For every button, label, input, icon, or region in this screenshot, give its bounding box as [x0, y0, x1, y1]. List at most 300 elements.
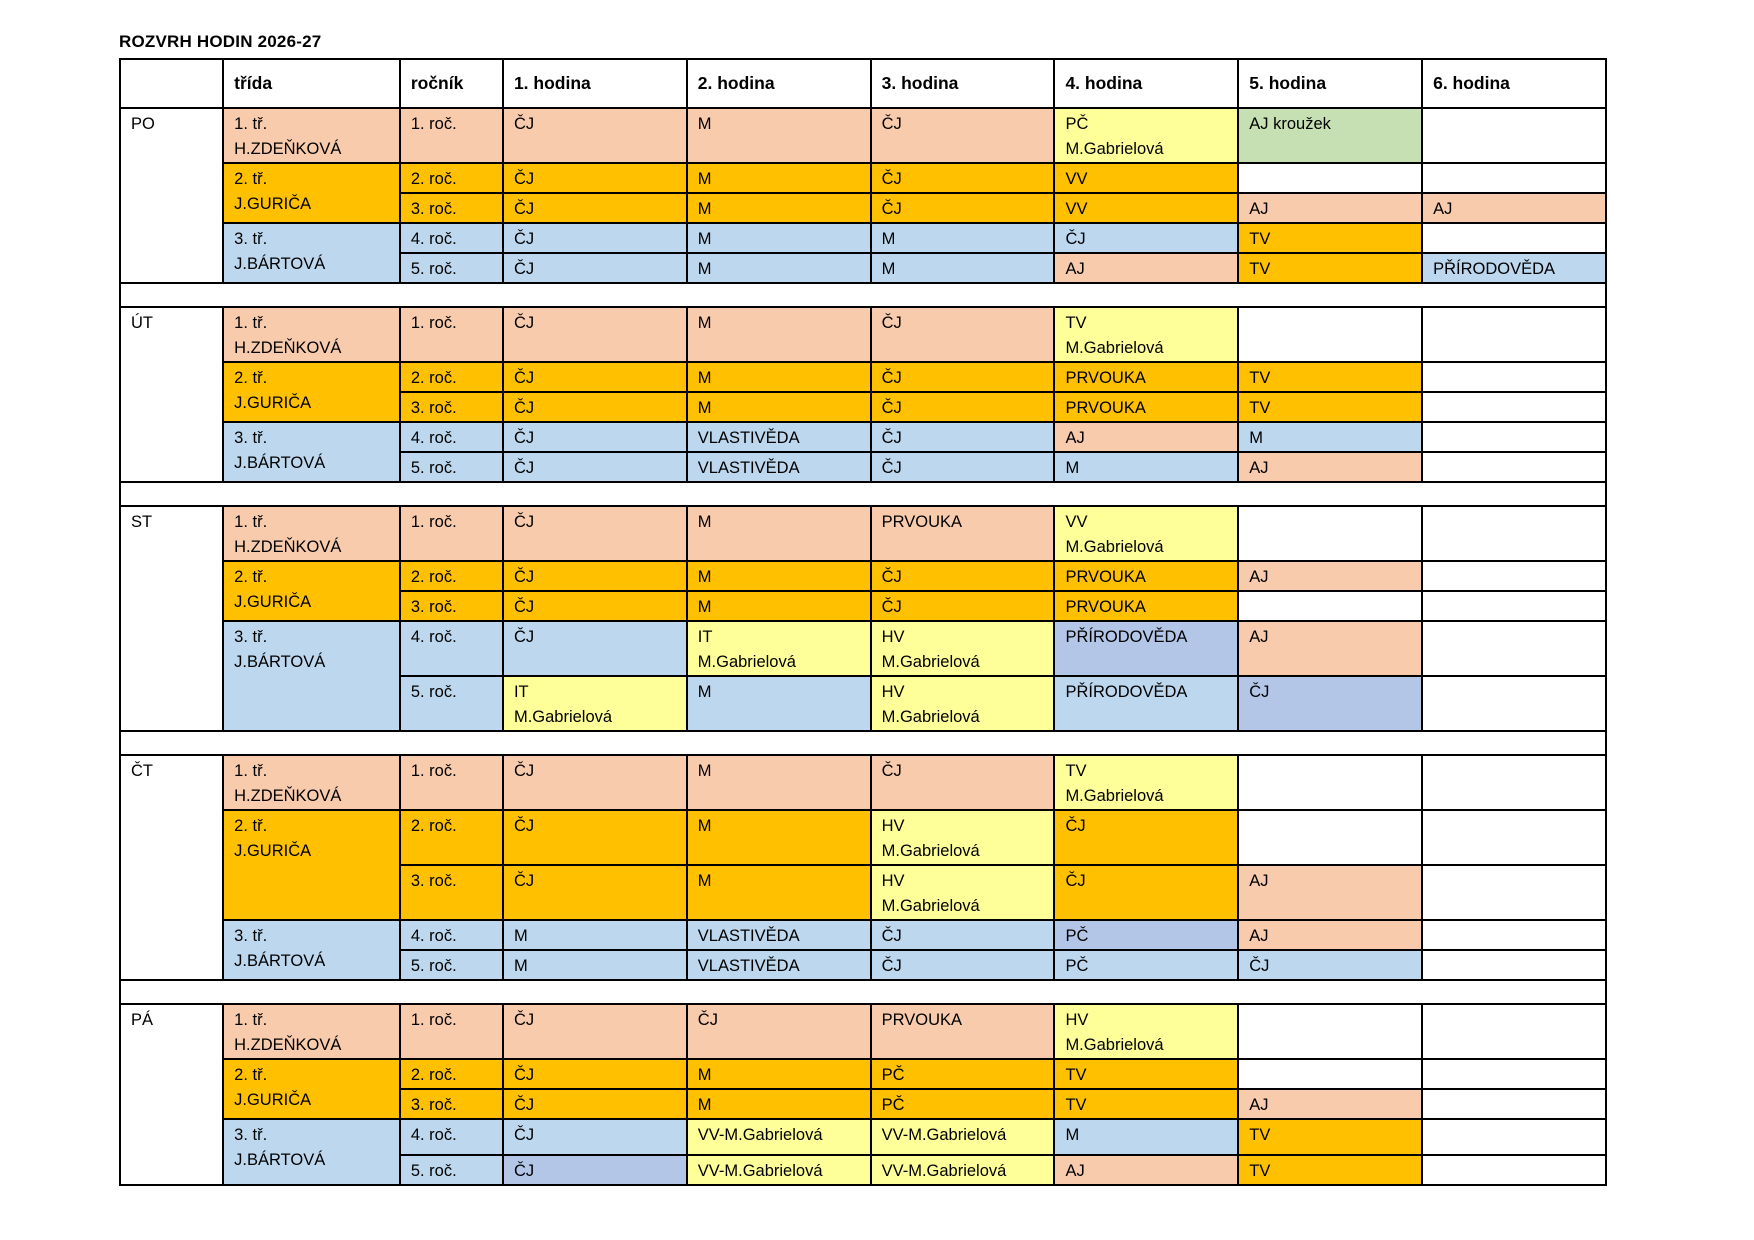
lesson-subject: TV: [1249, 1126, 1271, 1144]
lesson-subject: AJ: [1249, 872, 1269, 890]
lesson-subject: IT: [697, 628, 713, 646]
table-row: [120, 506, 1606, 561]
lesson-cell: [1238, 422, 1422, 452]
lesson-teacher: M.Gabrielová: [1065, 140, 1164, 158]
year-cell: 3. roč.: [400, 1089, 503, 1119]
header-period-2: 2. hodina: [687, 59, 871, 108]
lesson-subject: VV-M.Gabrielová: [881, 1162, 1007, 1180]
year-cell: 4. roč.: [400, 920, 503, 950]
lesson-cell: [503, 362, 687, 392]
lesson-subject: ČJ: [513, 762, 535, 780]
lesson-subject: ČJ: [881, 927, 902, 945]
lesson-subject: M: [697, 314, 712, 332]
class-number: 2. tř.: [234, 817, 268, 835]
lesson-subject: ČJ: [881, 957, 902, 975]
day-separator-cell: [120, 482, 1606, 506]
class-teacher: J.GURIČA: [234, 1091, 312, 1109]
lesson-subject: PRVOUKA: [1065, 399, 1146, 417]
lesson-cell: [503, 950, 687, 980]
lesson-cell: [871, 920, 1055, 950]
lesson-cell: [503, 223, 687, 253]
class-cell: [223, 561, 400, 621]
lesson-cell: [1238, 108, 1422, 163]
class-number: 2. tř.: [234, 170, 268, 188]
class-number: 2. tř.: [234, 568, 268, 586]
class-number: 1. tř.: [234, 1011, 268, 1029]
lesson-subject: M: [697, 1066, 712, 1084]
lesson-teacher: M.Gabrielová: [881, 842, 980, 860]
year-cell: 4. roč.: [400, 1119, 503, 1155]
lesson-subject: TV: [1249, 1162, 1271, 1180]
lesson-subject: AJ: [1249, 1096, 1269, 1114]
lesson-subject: PČ: [881, 1096, 905, 1114]
lesson-subject: ČJ: [513, 170, 535, 188]
lesson-subject: AJ: [1065, 429, 1085, 447]
lesson-cell: [687, 392, 871, 422]
class-teacher: J.BÁRTOVÁ: [234, 653, 326, 671]
day-label: ÚT: [120, 307, 223, 482]
lesson-cell: [1238, 307, 1422, 362]
lesson-cell: [687, 810, 871, 865]
lesson-cell: [1238, 621, 1422, 676]
lesson-teacher: M.Gabrielová: [1065, 787, 1164, 805]
class-teacher: J.GURIČA: [234, 593, 312, 611]
lesson-subject: M: [697, 568, 712, 586]
lesson-cell: [871, 865, 1055, 920]
lesson-cell: [871, 591, 1055, 621]
lesson-cell: [871, 1119, 1055, 1155]
lesson-cell: [1054, 193, 1238, 223]
lesson-cell: [1238, 193, 1422, 223]
timetable-body: [120, 108, 1606, 1185]
lesson-cell: [1238, 1155, 1422, 1185]
header-class: třída: [223, 59, 400, 108]
lesson-subject: ČJ: [881, 170, 902, 188]
table-row: [120, 307, 1606, 362]
table-row: [120, 163, 1606, 193]
lesson-subject: M: [697, 1096, 712, 1114]
lesson-cell: [503, 452, 687, 482]
year-cell: 4. roč.: [400, 621, 503, 676]
lesson-cell: [1238, 950, 1422, 980]
year-cell: 4. roč.: [400, 223, 503, 253]
lesson-subject: ČJ: [513, 260, 535, 278]
lesson-subject: VV-M.Gabrielová: [881, 1126, 1007, 1144]
lesson-cell: [1422, 1004, 1606, 1059]
lesson-cell: [1422, 422, 1606, 452]
header-period-3: 3. hodina: [871, 59, 1055, 108]
lesson-subject: ČJ: [513, 429, 535, 447]
lesson-subject: ČJ: [513, 1162, 535, 1180]
header-period-4: 4. hodina: [1054, 59, 1238, 108]
lesson-subject: M: [697, 762, 712, 780]
class-cell: [223, 1059, 400, 1119]
lesson-subject: ČJ: [513, 872, 535, 890]
lesson-subject: PŘÍRODOVĚDA: [1065, 628, 1188, 646]
lesson-cell: [1422, 920, 1606, 950]
lesson-cell: [1054, 307, 1238, 362]
year-cell: 5. roč.: [400, 452, 503, 482]
class-cell: [223, 362, 400, 422]
lesson-subject: ČJ: [513, 1126, 535, 1144]
lesson-subject: ČJ: [513, 598, 535, 616]
lesson-subject: M: [697, 513, 712, 531]
lesson-cell: [503, 676, 687, 731]
lesson-cell: [503, 865, 687, 920]
day-separator: [120, 482, 1606, 506]
table-row: [120, 362, 1606, 392]
lesson-cell: [1422, 163, 1606, 193]
lesson-subject: ČJ: [513, 399, 535, 417]
lesson-cell: [687, 223, 871, 253]
lesson-subject: PRVOUKA: [1065, 568, 1146, 586]
lesson-cell: [871, 163, 1055, 193]
lesson-cell: [871, 950, 1055, 980]
lesson-subject: AJ: [1249, 927, 1269, 945]
year-cell: 5. roč.: [400, 676, 503, 731]
lesson-cell: [1422, 621, 1606, 676]
lesson-cell: [503, 193, 687, 223]
lesson-cell: [1054, 223, 1238, 253]
lesson-cell: [871, 307, 1055, 362]
year-cell: 2. roč.: [400, 810, 503, 865]
lesson-cell: [503, 422, 687, 452]
class-teacher: H.ZDEŇKOVÁ: [234, 787, 342, 805]
lesson-cell: [1054, 1059, 1238, 1089]
lesson-teacher: M.Gabrielová: [881, 708, 980, 726]
lesson-subject: ČJ: [881, 568, 902, 586]
lesson-subject: M: [1065, 459, 1080, 477]
lesson-subject: AJ: [1065, 1162, 1085, 1180]
table-row: [120, 920, 1606, 950]
lesson-subject: ČJ: [513, 200, 535, 218]
lesson-subject: PČ: [1065, 927, 1089, 945]
lesson-cell: [1054, 920, 1238, 950]
lesson-subject: IT: [513, 683, 529, 701]
lesson-cell: [1422, 223, 1606, 253]
lesson-cell: [503, 621, 687, 676]
lesson-cell: [503, 561, 687, 591]
lesson-cell: [687, 676, 871, 731]
lesson-subject: ČJ: [513, 459, 535, 477]
lesson-cell: [1238, 253, 1422, 283]
class-teacher: H.ZDEŇKOVÁ: [234, 538, 342, 556]
lesson-subject: ČJ: [881, 762, 902, 780]
lesson-cell: [1054, 253, 1238, 283]
lesson-cell: [1422, 1155, 1606, 1185]
lesson-cell: [503, 253, 687, 283]
lesson-cell: [871, 392, 1055, 422]
lesson-cell: [503, 920, 687, 950]
lesson-cell: [871, 755, 1055, 810]
class-number: 1. tř.: [234, 115, 268, 133]
class-cell: [223, 1004, 400, 1059]
lesson-teacher: M.Gabrielová: [513, 708, 613, 726]
lesson-subject: ČJ: [513, 568, 535, 586]
lesson-cell: [871, 1089, 1055, 1119]
year-cell: 3. roč.: [400, 865, 503, 920]
lesson-cell: [687, 422, 871, 452]
lesson-subject: M: [697, 115, 712, 133]
lesson-cell: [687, 452, 871, 482]
document-title: ROZVRH HODIN 2026-27: [119, 32, 322, 51]
class-cell: [223, 223, 400, 283]
lesson-cell: [503, 1004, 687, 1059]
lesson-cell: [1422, 108, 1606, 163]
lesson-subject: M: [697, 230, 712, 248]
lesson-subject: ČJ: [1065, 817, 1086, 835]
lesson-teacher: M.Gabrielová: [881, 653, 980, 671]
lesson-cell: [1238, 163, 1422, 193]
lesson-cell: [1054, 591, 1238, 621]
lesson-teacher: M.Gabrielová: [1065, 1036, 1164, 1054]
lesson-subject: ČJ: [513, 230, 535, 248]
lesson-cell: [687, 755, 871, 810]
year-cell: 3. roč.: [400, 193, 503, 223]
lesson-subject: PČ: [1065, 115, 1089, 133]
lesson-cell: [687, 621, 871, 676]
lesson-subject: ČJ: [881, 598, 902, 616]
class-cell: [223, 1119, 400, 1185]
lesson-subject: HV: [881, 628, 905, 646]
lesson-cell: [687, 865, 871, 920]
year-cell: 5. roč.: [400, 1155, 503, 1185]
lesson-subject: M: [697, 683, 712, 701]
year-cell: 3. roč.: [400, 392, 503, 422]
lesson-subject: PRVOUKA: [881, 513, 962, 531]
table-row: [120, 223, 1606, 253]
lesson-cell: [1054, 422, 1238, 452]
lesson-cell: [687, 163, 871, 193]
lesson-cell: [1054, 1155, 1238, 1185]
timetable: [119, 58, 1607, 1186]
lesson-cell: [687, 591, 871, 621]
lesson-subject: ČJ: [1065, 230, 1086, 248]
lesson-subject: M: [1065, 1126, 1080, 1144]
lesson-cell: [687, 1155, 871, 1185]
lesson-subject: ČJ: [513, 115, 535, 133]
class-number: 1. tř.: [234, 513, 268, 531]
lesson-cell: [687, 307, 871, 362]
lesson-cell: [687, 362, 871, 392]
class-teacher: J.BÁRTOVÁ: [234, 255, 326, 273]
lesson-cell: [871, 108, 1055, 163]
lesson-cell: [687, 950, 871, 980]
class-teacher: H.ZDEŇKOVÁ: [234, 140, 342, 158]
day-label: ST: [120, 506, 223, 731]
lesson-subject: ČJ: [513, 314, 535, 332]
day-separator-cell: [120, 283, 1606, 307]
table-row: [120, 422, 1606, 452]
lesson-subject: ČJ: [1065, 872, 1086, 890]
lesson-subject: M: [697, 598, 712, 616]
year-cell: 2. roč.: [400, 362, 503, 392]
lesson-cell: [687, 561, 871, 591]
lesson-cell: [1054, 108, 1238, 163]
lesson-subject: VLASTIVĚDA: [697, 957, 800, 975]
lesson-cell: [1422, 865, 1606, 920]
lesson-subject: ČJ: [513, 369, 535, 387]
lesson-subject: ČJ: [881, 399, 902, 417]
lesson-cell: [503, 506, 687, 561]
day-label: PO: [120, 108, 223, 283]
lesson-cell: [1238, 1004, 1422, 1059]
lesson-cell: [1238, 591, 1422, 621]
lesson-subject: VV: [1065, 513, 1088, 531]
lesson-cell: [1238, 1059, 1422, 1089]
lesson-subject: VLASTIVĚDA: [697, 429, 800, 447]
day-separator: [120, 283, 1606, 307]
lesson-cell: [503, 392, 687, 422]
lesson-subject: ČJ: [881, 429, 902, 447]
lesson-subject: M: [881, 230, 896, 248]
lesson-teacher: M.Gabrielová: [1065, 538, 1164, 556]
lesson-cell: [1054, 1004, 1238, 1059]
lesson-cell: [1422, 561, 1606, 591]
lesson-cell: [687, 108, 871, 163]
lesson-cell: [1422, 810, 1606, 865]
table-row: [120, 108, 1606, 163]
lesson-cell: [1238, 755, 1422, 810]
year-cell: 1. roč.: [400, 108, 503, 163]
lesson-cell: [1422, 1059, 1606, 1089]
class-number: 3. tř.: [234, 628, 268, 646]
lesson-subject: TV: [1249, 399, 1271, 417]
class-number: 3. tř.: [234, 927, 268, 945]
lesson-cell: [871, 561, 1055, 591]
lesson-subject: ČJ: [1249, 683, 1270, 701]
lesson-cell: [1422, 307, 1606, 362]
lesson-cell: [1054, 621, 1238, 676]
class-teacher: J.BÁRTOVÁ: [234, 454, 326, 472]
lesson-cell: [503, 1089, 687, 1119]
lesson-cell: [871, 1004, 1055, 1059]
lesson-subject: M: [697, 872, 712, 890]
lesson-subject: ČJ: [881, 459, 902, 477]
lesson-cell: [1054, 561, 1238, 591]
lesson-teacher: M.Gabrielová: [1065, 339, 1164, 357]
header-period-6: 6. hodina: [1422, 59, 1606, 108]
lesson-cell: [871, 810, 1055, 865]
year-cell: 5. roč.: [400, 253, 503, 283]
class-cell: [223, 506, 400, 561]
lesson-cell: [1054, 1119, 1238, 1155]
lesson-subject: ČJ: [513, 1066, 535, 1084]
lesson-cell: [1054, 1089, 1238, 1119]
lesson-cell: [687, 1089, 871, 1119]
lesson-subject: ČJ: [881, 200, 902, 218]
lesson-subject: TV: [1065, 314, 1087, 332]
lesson-cell: [1238, 676, 1422, 731]
lesson-cell: [1422, 1089, 1606, 1119]
lesson-cell: [1422, 452, 1606, 482]
class-cell: [223, 621, 400, 731]
lesson-cell: [1054, 452, 1238, 482]
lesson-cell: [503, 755, 687, 810]
lesson-cell: [1238, 362, 1422, 392]
lesson-subject: M: [881, 260, 896, 278]
class-number: 1. tř.: [234, 762, 268, 780]
lesson-cell: [503, 591, 687, 621]
lesson-cell: [871, 223, 1055, 253]
lesson-subject: ČJ: [513, 628, 535, 646]
year-cell: 3. roč.: [400, 591, 503, 621]
lesson-cell: [1422, 506, 1606, 561]
lesson-cell: [1422, 755, 1606, 810]
lesson-cell: [1054, 810, 1238, 865]
class-number: 1. tř.: [234, 314, 268, 332]
header-row: [120, 59, 1606, 108]
year-cell: 4. roč.: [400, 422, 503, 452]
lesson-subject: PŘÍRODOVĚDA: [1433, 260, 1556, 278]
lesson-cell: [687, 920, 871, 950]
lesson-subject: HV: [881, 817, 905, 835]
lesson-subject: TV: [1065, 1096, 1087, 1114]
table-row: [120, 1119, 1606, 1155]
lesson-cell: [1054, 506, 1238, 561]
lesson-teacher: M.Gabrielová: [881, 897, 980, 915]
class-cell: [223, 163, 400, 223]
lesson-subject: VV-M.Gabrielová: [697, 1162, 823, 1180]
lesson-subject: PŘÍRODOVĚDA: [1065, 683, 1188, 701]
lesson-subject: M: [1249, 429, 1264, 447]
lesson-subject: HV: [1065, 1011, 1089, 1029]
lesson-cell: [1422, 392, 1606, 422]
lesson-cell: [1422, 950, 1606, 980]
lesson-cell: [1422, 676, 1606, 731]
year-cell: 2. roč.: [400, 561, 503, 591]
lesson-subject: ČJ: [513, 1011, 535, 1029]
lesson-cell: [503, 1059, 687, 1089]
lesson-cell: [1238, 1119, 1422, 1155]
class-number: 3. tř.: [234, 1126, 268, 1144]
lesson-cell: [503, 1119, 687, 1155]
lesson-cell: [1238, 920, 1422, 950]
lesson-subject: ČJ: [697, 1011, 718, 1029]
year-cell: 1. roč.: [400, 307, 503, 362]
lesson-cell: [1422, 253, 1606, 283]
lesson-cell: [1054, 676, 1238, 731]
header-day: [120, 59, 223, 108]
class-cell: [223, 920, 400, 980]
lesson-subject: VV-M.Gabrielová: [697, 1126, 823, 1144]
class-cell: [223, 307, 400, 362]
lesson-subject: AJ kroužek: [1249, 115, 1331, 133]
class-teacher: J.GURIČA: [234, 394, 312, 412]
table-row: [120, 755, 1606, 810]
lesson-cell: [1422, 193, 1606, 223]
lesson-subject: PRVOUKA: [881, 1011, 962, 1029]
lesson-cell: [871, 253, 1055, 283]
lesson-subject: M: [697, 817, 712, 835]
lesson-cell: [871, 621, 1055, 676]
lesson-cell: [1238, 1089, 1422, 1119]
lesson-subject: ČJ: [513, 817, 535, 835]
lesson-subject: TV: [1249, 260, 1271, 278]
lesson-subject: AJ: [1249, 200, 1269, 218]
class-number: 3. tř.: [234, 429, 268, 447]
lesson-subject: ČJ: [881, 314, 902, 332]
lesson-subject: M: [697, 399, 712, 417]
lesson-subject: AJ: [1249, 568, 1269, 586]
lesson-subject: VLASTIVĚDA: [697, 927, 800, 945]
lesson-cell: [1054, 163, 1238, 193]
lesson-subject: ČJ: [513, 513, 535, 531]
lesson-subject: AJ: [1249, 628, 1269, 646]
lesson-subject: AJ: [1065, 260, 1085, 278]
header-period-1: 1. hodina: [503, 59, 687, 108]
class-cell: [223, 810, 400, 920]
